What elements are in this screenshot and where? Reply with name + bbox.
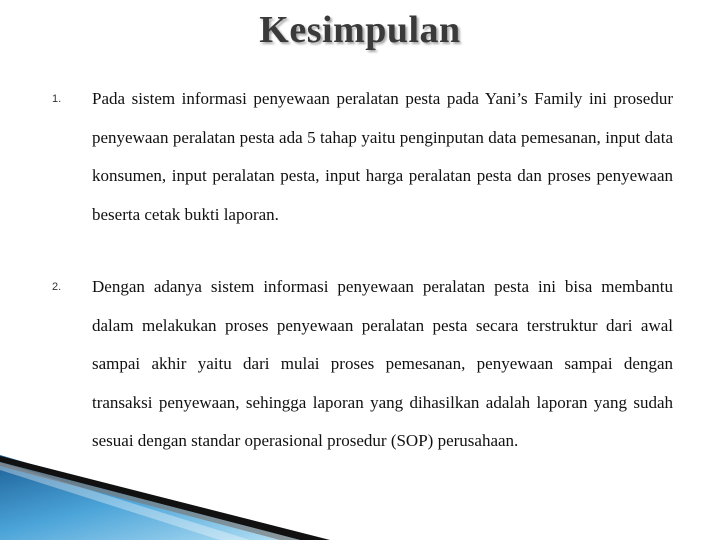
list-item-text: Dengan adanya sistem informasi penyewaan peralatan pesta ini bisa membantu dalam melakukan proses penyewaan peralatan pesta secara terstruktur dari awal sampai akhir yaitu dari mulai proses pemesanan, penyewaan sampai dengan transaksi penyewaan, sehingga laporan yang dihasilkan adalah laporan yang sudah sesuai dengan standar operasional prosedur (SOP) perusahaan. [92, 277, 673, 450]
list-item-number: 1. [52, 93, 62, 105]
blue-wedge-shape [0, 455, 330, 540]
list-item-text: Pada sistem informasi penyewaan peralatan pesta pada Yani’s Family ini prosedur penyewaan peralatan pesta ada 5 tahap yaitu penginputan data pemesanan, input data konsumen, input peralatan pesta, input harga peralatan pesta dan proses penyewaan beserta cetak bukti laporan. [92, 89, 673, 224]
list-item-number: 2. [52, 281, 62, 293]
page-title: Kesimpulan [259, 9, 461, 51]
